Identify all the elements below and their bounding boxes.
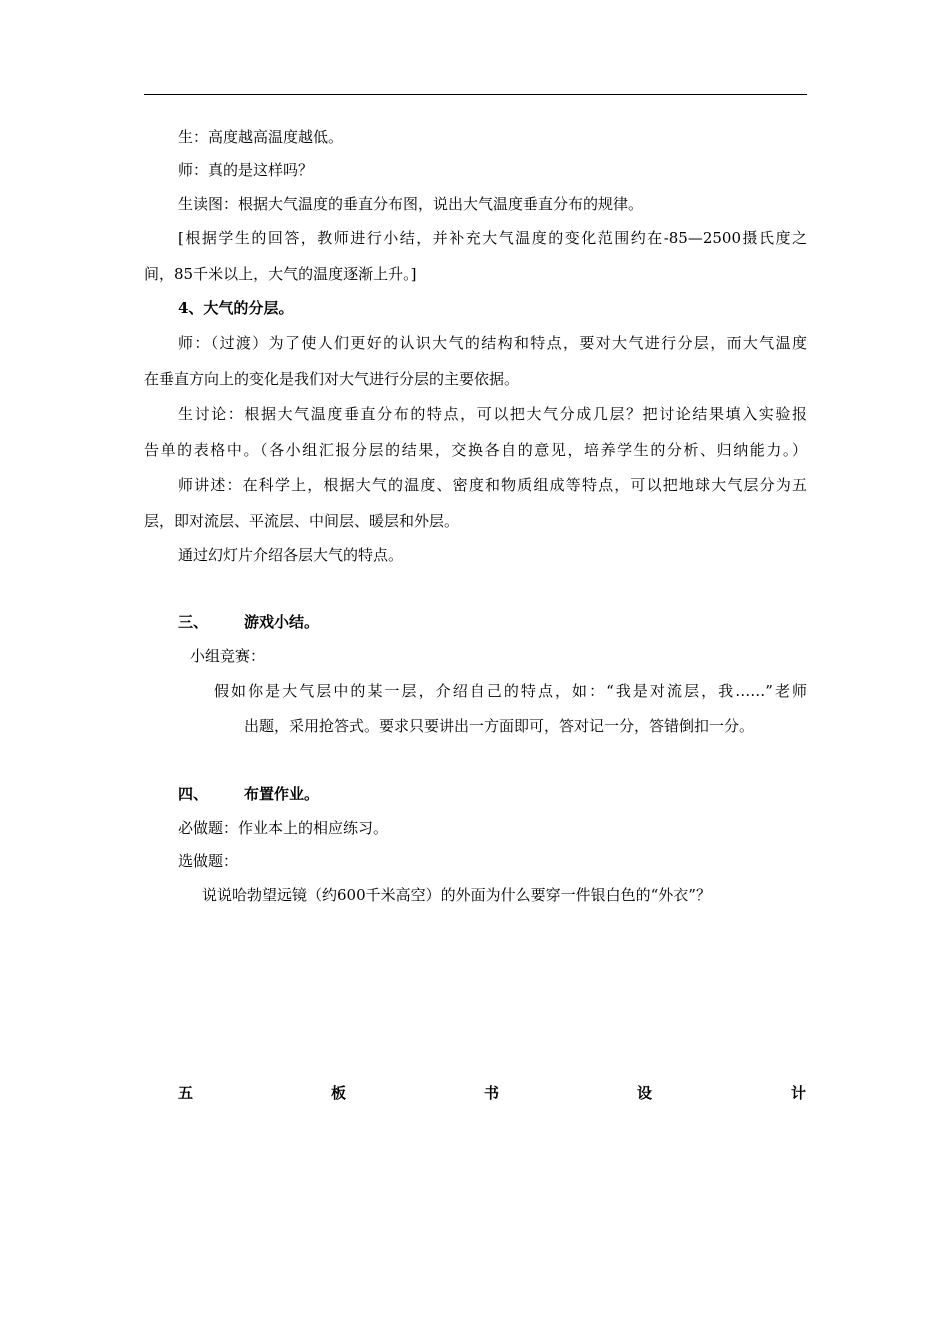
transition-line1: 师：（过渡）为了使人们更好的认识大气的结构和特点，要对大气进行分层，而大气温度 bbox=[178, 334, 807, 352]
teacher-summary-line2: 间，85千米以上，大气的温度逐渐上升。] bbox=[144, 265, 417, 283]
teacher-summary-line1: [根据学生的回答，教师进行小结，并补充大气温度的变化范围约在-85—2500摄氏度之 bbox=[178, 229, 807, 247]
board-design-char-2: 板 bbox=[331, 1084, 347, 1102]
discussion-line2: 告单的表格中。（各小组汇报分层的结果，交换各自的意见，培养学生的分析、归纳能力。） bbox=[144, 441, 807, 459]
heading-atmosphere-layers: 4、大气的分层。 bbox=[178, 299, 294, 317]
section4-number: 四、 bbox=[178, 785, 209, 803]
board-design-char-4: 设 bbox=[637, 1084, 653, 1102]
section3-number: 三、 bbox=[178, 613, 209, 631]
section3-title: 游戏小结。 bbox=[244, 613, 320, 631]
optional-homework-question: 说说哈勃望远镜（约600千米高空）的外面为什么要穿一件银白色的“外衣”？ bbox=[202, 886, 711, 904]
slides-intro: 通过幻灯片介绍各层大气的特点。 bbox=[178, 546, 404, 564]
transition-line2: 在垂直方向上的变化是我们对大气进行分层的主要依据。 bbox=[144, 370, 520, 388]
optional-homework-label: 选做题： bbox=[178, 852, 239, 870]
board-design-char-5: 计 bbox=[791, 1084, 807, 1102]
header-rule bbox=[144, 94, 807, 95]
section4-title: 布置作业。 bbox=[244, 785, 320, 803]
lecture-line2: 层，即对流层、平流层、中间层、暖层和外层。 bbox=[144, 512, 460, 530]
required-homework: 必做题：作业本上的相应练习。 bbox=[178, 819, 389, 837]
lecture-line1: 师讲述：在科学上，根据大气的温度、密度和物质组成等特点，可以把地球大气层分为五 bbox=[178, 476, 807, 494]
teacher-question: 师：真的是这样吗？ bbox=[178, 161, 314, 179]
board-design-char-3: 书 bbox=[484, 1084, 500, 1102]
board-design-char-1: 五 bbox=[178, 1084, 194, 1102]
group-competition-label: 小组竞赛： bbox=[190, 647, 266, 665]
discussion-line1: 生讨论：根据大气温度垂直分布的特点，可以把大气分成几层？把讨论结果填入实验报 bbox=[178, 405, 807, 423]
game-instructions-line1: 假如你是大气层中的某一层，介绍自己的特点，如：“我是对流层，我……”老师 bbox=[214, 682, 807, 700]
game-instructions-line2: 出题，采用抢答式。要求只要讲出一方面即可，答对记一分，答错倒扣一分。 bbox=[244, 717, 755, 735]
student-read-chart: 生读图：根据大气温度的垂直分布图，说出大气温度垂直分布的规律。 bbox=[178, 195, 644, 213]
student-answer: 生：高度越高温度越低。 bbox=[178, 128, 344, 146]
